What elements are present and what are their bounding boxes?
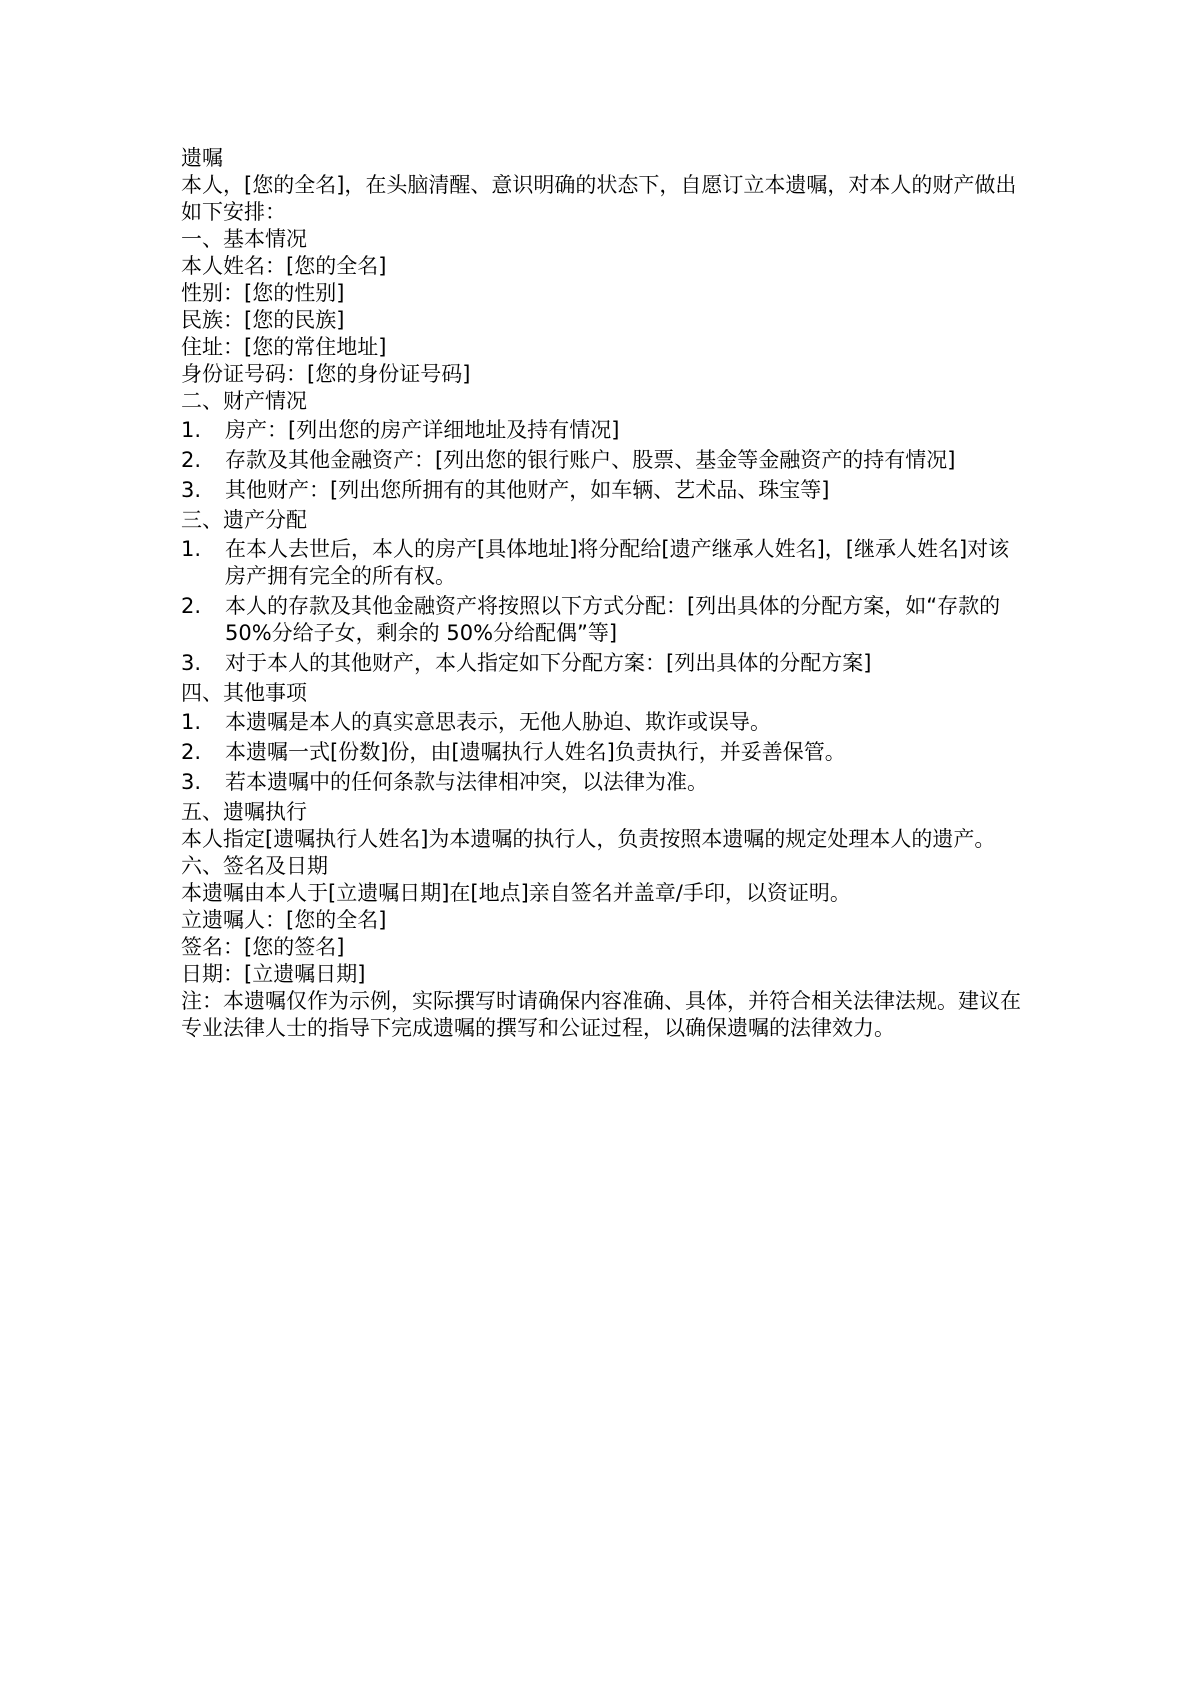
property-list (181, 417, 1021, 504)
signature-statement: 本遗嘱由本人于[立遗嘱日期]在[地点]亲自签名并盖章/手印，以资证明。 (181, 881, 851, 905)
will-document (181, 145, 1021, 1042)
basic-info-id-number: 身份证号码：[您的身份证号码] (181, 362, 471, 386)
section-heading-signature-date: 六、签名及日期 (181, 854, 328, 878)
list-item-text: 房产：[列出您的房产详细地址及持有情况] (225, 418, 620, 442)
list-item-text: 若本遗嘱中的任何条款与法律相冲突，以法律为准。 (225, 770, 708, 794)
disclaimer-note: 注：本遗嘱仅作为示例，实际撰写时请确保内容准确、具体，并符合相关法律法规。建议在专业法律人士的指导下完成遗嘱的撰写和公证过程，以确保遗嘱的法律效力。 (181, 989, 1021, 1040)
list-item (181, 769, 1021, 796)
execution-paragraph: 本人指定[遗嘱执行人姓名]为本遗嘱的执行人，负责按照本遗嘱的规定处理本人的遗产。 (181, 827, 996, 851)
list-item-text: 其他财产：[列出您所拥有的其他财产，如车辆、艺术品、珠宝等] (225, 478, 830, 502)
list-item-number: 2. (181, 594, 202, 618)
list-item (181, 536, 1021, 590)
section-heading-basic-info: 一、基本情况 (181, 227, 307, 251)
testator-name: 立遗嘱人：[您的全名] (181, 908, 387, 932)
list-item-number: 3. (181, 770, 202, 794)
list-item-number: 1. (181, 710, 202, 734)
section-heading-estate-distribution: 三、遗产分配 (181, 508, 307, 532)
list-item-number: 3. (181, 651, 202, 675)
list-item (181, 447, 1021, 474)
intro-paragraph: 本人，[您的全名]，在头脑清醒、意识明确的状态下，自愿订立本遗嘱，对本人的财产做出如下安排： (181, 173, 1017, 224)
signature-line: 签名：[您的签名] (181, 935, 345, 959)
list-item (181, 477, 1021, 504)
date-line: 日期：[立遗嘱日期] (181, 962, 366, 986)
document-title: 遗嘱 (181, 146, 223, 170)
list-item-text: 对于本人的其他财产，本人指定如下分配方案：[列出具体的分配方案] (225, 651, 872, 675)
section-heading-property: 二、财产情况 (181, 389, 307, 413)
list-item (181, 417, 1021, 444)
basic-info-name: 本人姓名：[您的全名] (181, 254, 387, 278)
list-item (181, 709, 1021, 736)
list-item-number: 1. (181, 418, 202, 442)
list-item (181, 593, 1021, 647)
section-heading-execution: 五、遗嘱执行 (181, 800, 307, 824)
list-item-number: 2. (181, 448, 202, 472)
list-item-text: 在本人去世后，本人的房产[具体地址]将分配给[遗产继承人姓名]，[继承人姓名]对该房产拥有完全的所有权。 (225, 537, 1010, 588)
other-matters-list (181, 709, 1021, 796)
list-item-text: 存款及其他金融资产：[列出您的银行账户、股票、基金等金融资产的持有情况] (225, 448, 956, 472)
distribution-list (181, 536, 1021, 677)
section-heading-other-matters: 四、其他事项 (181, 681, 307, 705)
list-item-number: 1. (181, 537, 202, 561)
list-item (181, 650, 1021, 677)
basic-info-gender: 性别：[您的性别] (181, 281, 345, 305)
basic-info-ethnicity: 民族：[您的民族] (181, 308, 345, 332)
list-item-number: 3. (181, 478, 202, 502)
list-item-text: 本人的存款及其他金融资产将按照以下方式分配：[列出具体的分配方案，如“存款的 50%分给子女，剩余的 50%分给配偶”等] (225, 594, 1001, 645)
basic-info-address: 住址：[您的常住地址] (181, 335, 387, 359)
list-item-text: 本遗嘱是本人的真实意思表示，无他人胁迫、欺诈或误导。 (225, 710, 771, 734)
list-item-text: 本遗嘱一式[份数]份，由[遗嘱执行人姓名]负责执行，并妥善保管。 (225, 740, 846, 764)
list-item-number: 2. (181, 740, 202, 764)
list-item (181, 739, 1021, 766)
